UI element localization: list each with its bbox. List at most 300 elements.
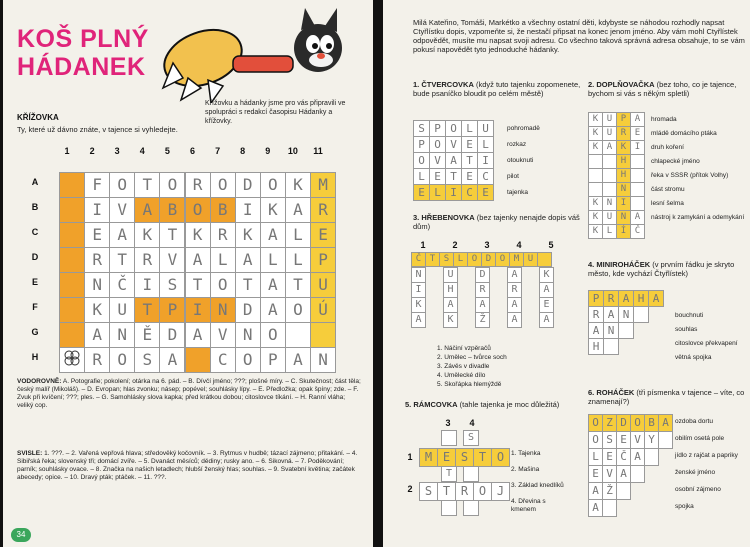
section-3-clue: 3. Závěs v divadle [437, 363, 490, 370]
section-2-clue: část stromu [651, 186, 685, 193]
section-1-cell[interactable]: P [413, 136, 430, 153]
section-6-cell[interactable]: B [644, 414, 659, 432]
crossword-cell[interactable]: E [84, 222, 110, 248]
crossword-cell[interactable]: A [84, 322, 110, 348]
crossword-cell[interactable]: N [210, 297, 236, 323]
section-4-cell[interactable] [603, 338, 619, 355]
section-5-row1-cell[interactable]: E [437, 448, 456, 467]
crossword-cell[interactable]: K [134, 222, 160, 248]
section-3-cell[interactable]: K [411, 297, 426, 313]
crossword-cell[interactable]: O [109, 347, 135, 373]
section-5-text: (tahle tajenka je moc důležitá) [459, 400, 560, 409]
crossword-cell[interactable]: A [235, 247, 261, 273]
crossword-cell[interactable]: S [134, 347, 160, 373]
section-3-cell[interactable]: A [539, 312, 554, 328]
section-6-cell[interactable]: E [588, 465, 603, 483]
crossword-cell[interactable]: I [134, 272, 160, 298]
section-1-cell[interactable]: T [461, 152, 478, 169]
title-line-2: HÁDANEK [17, 53, 146, 81]
section-3-top-cell[interactable]: M [509, 252, 524, 267]
crossword-cell[interactable]: L [260, 247, 286, 273]
crossword-cell[interactable] [59, 197, 85, 223]
crossword-cell[interactable]: T [159, 222, 185, 248]
section-2-cell[interactable]: U [602, 210, 617, 225]
clover-icon [63, 349, 81, 367]
section-2-cell[interactable]: K [588, 140, 603, 155]
section-2-cell[interactable]: I [630, 140, 645, 155]
crossword-cell[interactable]: P [159, 297, 185, 323]
section-2-cell[interactable]: U [602, 112, 617, 127]
crossword-cell[interactable]: L [285, 222, 311, 248]
section-2-text: (bez toho, co je tajence, bychom si vás s někým spletli) [588, 80, 737, 98]
crossword-cell[interactable]: O [260, 322, 286, 348]
section-6-cell[interactable] [616, 482, 631, 500]
section-5-cell[interactable] [463, 500, 479, 516]
section-3-cell[interactable]: H [443, 282, 458, 298]
section-5-cell[interactable] [441, 500, 457, 516]
section-3-top-cell[interactable]: S [439, 252, 454, 267]
crossword-cell[interactable]: R [84, 347, 110, 373]
section-5-column-number: 3 [445, 418, 451, 428]
section-1-header [413, 80, 583, 98]
section-6-cell[interactable]: A [616, 465, 631, 483]
section-3-cell[interactable]: A [539, 282, 554, 298]
section-1-cell[interactable]: E [461, 168, 478, 185]
crossword-cell[interactable]: U [310, 272, 336, 298]
crossword-cell[interactable]: I [84, 197, 110, 223]
crossword-cell[interactable]: R [210, 222, 236, 248]
section-5-row1-cell[interactable]: O [491, 448, 510, 467]
section-1-cell[interactable]: I [477, 152, 494, 169]
crossword-cell[interactable]: Ú [310, 297, 336, 323]
section-3-header [413, 213, 583, 231]
section-4-cell[interactable] [633, 306, 649, 323]
section-6-clue: obilím osetá pole [675, 435, 725, 442]
section-1-clue: tajenka [507, 189, 528, 196]
section-3-top-cell[interactable]: O [495, 252, 510, 267]
section-1-clue: pilot [507, 173, 519, 180]
section-2-cell[interactable] [602, 168, 617, 183]
section-1-cell[interactable]: L [429, 184, 446, 201]
crossword-cell[interactable]: A [260, 297, 286, 323]
section-3-cell[interactable]: R [475, 282, 490, 298]
section-2-cell[interactable]: Č [630, 224, 645, 239]
section-6-cell[interactable]: Y [644, 431, 659, 449]
section-4-number: 4. [588, 260, 595, 269]
right-page [383, 0, 750, 547]
section-6-cell[interactable]: E [602, 448, 617, 466]
section-6-cell[interactable]: V [602, 465, 617, 483]
crossword-cell[interactable]: P [310, 247, 336, 273]
horizontal-label: VODOROVNĚ: [17, 378, 62, 385]
section-4-cell[interactable]: R [603, 290, 619, 307]
left-page [3, 0, 373, 547]
section-3-top-cell[interactable] [537, 252, 552, 267]
crossword-cell[interactable]: T [285, 272, 311, 298]
section-3-column-number: 2 [452, 240, 458, 250]
crossword-cell[interactable]: T [185, 272, 211, 298]
section-5-row1-cell[interactable]: T [473, 448, 492, 467]
crossword-cell[interactable] [59, 272, 85, 298]
section-6-cell[interactable]: A [630, 448, 645, 466]
section-6-cell[interactable]: S [602, 431, 617, 449]
section-6-cell[interactable] [602, 499, 617, 517]
crossword-cell[interactable]: V [109, 197, 135, 223]
column-number: 9 [265, 146, 271, 156]
section-1-cell[interactable]: O [429, 136, 446, 153]
section-3-top-cell[interactable]: O [467, 252, 482, 267]
section-4-clue: bouchnuti [675, 312, 704, 319]
section-1-cell[interactable]: V [445, 136, 462, 153]
crossword-cell[interactable]: A [260, 272, 286, 298]
section-1-cell[interactable]: E [413, 184, 430, 201]
section-2-cell[interactable] [588, 182, 603, 197]
crossword-cell[interactable]: O [260, 172, 286, 198]
section-1-cell[interactable]: O [445, 120, 462, 137]
section-3-cell[interactable]: K [539, 267, 554, 283]
section-5-row2-cell[interactable]: T [437, 482, 456, 501]
crossword-cell[interactable]: O [285, 297, 311, 323]
section-6-cell[interactable]: A [658, 414, 673, 432]
crossword-cell[interactable]: Č [109, 272, 135, 298]
section-3-top-cell[interactable]: T [425, 252, 440, 267]
krizovka-heading: KŘÍŽOVKA [17, 113, 59, 122]
section-2-cell[interactable] [630, 154, 645, 169]
cat-illustration [153, 8, 353, 103]
section-4-header [588, 260, 748, 278]
crossword-cell[interactable]: O [185, 197, 211, 223]
crossword-cell[interactable]: D [235, 297, 261, 323]
section-1-cell[interactable]: L [413, 168, 430, 185]
section-2-clue: hromada [651, 116, 677, 123]
section-1-clue: pohromadě [507, 125, 540, 132]
section-3-clue: 1. Náčiní vzpěračů [437, 345, 491, 352]
crossword-cell[interactable]: A [285, 197, 311, 223]
section-3-title: HŘEBENOVKA [421, 213, 475, 222]
section-5-row-number: 2 [407, 484, 413, 494]
column-number: 1 [64, 146, 70, 156]
section-1-cell[interactable]: E [429, 168, 446, 185]
crossword-cell[interactable]: N [84, 272, 110, 298]
section-3-top-cell[interactable]: Č [411, 252, 426, 267]
section-3-cell[interactable]: R [507, 282, 522, 298]
column-number: 8 [240, 146, 246, 156]
section-3-clue: 4. Umělecké dílo [437, 372, 486, 379]
crossword-cell[interactable]: R [185, 172, 211, 198]
section-2-cell[interactable]: N [616, 182, 631, 197]
section-2-cell[interactable] [630, 168, 645, 183]
section-2-cell[interactable]: H [616, 154, 631, 169]
section-6-cell[interactable]: E [616, 431, 631, 449]
crossword-cell[interactable]: K [235, 222, 261, 248]
section-3-cell[interactable]: A [411, 312, 426, 328]
crossword-cell[interactable]: D [159, 322, 185, 348]
section-4-cell[interactable]: N [618, 306, 634, 323]
section-1-cell[interactable]: E [461, 136, 478, 153]
right-intro: Milá Kateřino, Tomáši, Markétko a všechny ostatní děti, kdybyste se náhodou rozhodly napsat Ctyřlístku dopis, vzpomeňte si, že nestačí připsat na konec jenom jméno. Aby vám mohl Ctyřlístek odpovědět, musíte mu napsat svoji adresu. Co všechno taková správná adresa obsahuje, to se vám pokusí napovědět tyto jednoduché hádanky. [413, 18, 745, 54]
section-3-cell[interactable]: A [507, 297, 522, 313]
section-1-cell[interactable]: V [429, 152, 446, 169]
section-6-cell[interactable]: V [630, 431, 645, 449]
row-letter: H [31, 352, 39, 362]
krizovka-subtitle: Ty, které už dávno znáte, v tajence si vyhledejte. [17, 125, 178, 134]
crossword-cell[interactable]: S [159, 272, 185, 298]
section-2-cell[interactable]: I [616, 196, 631, 211]
vertical-label: SVISLE: [17, 450, 43, 457]
intro-text: Křížovku a hádanky jsme pro vás připravili ve spolupráci s redakcí časopisu Hádanky a křížovky. [205, 100, 346, 125]
section-5-cell[interactable]: S [463, 430, 479, 446]
section-1-cell[interactable]: E [477, 184, 494, 201]
section-3-cell[interactable]: Ž [475, 312, 490, 328]
section-6-cell[interactable]: Z [602, 414, 617, 432]
section-5-row1-cell[interactable]: S [455, 448, 474, 467]
section-2-cell[interactable]: A [630, 210, 645, 225]
section-5-row2-cell[interactable]: J [491, 482, 510, 501]
section-6-cell[interactable] [630, 465, 645, 483]
section-2-cell[interactable] [588, 154, 603, 169]
crossword-cell[interactable]: A [285, 347, 311, 373]
section-6-cell[interactable]: A [588, 499, 603, 517]
section-1-cell[interactable]: I [445, 184, 462, 201]
section-1-cell[interactable]: C [477, 168, 494, 185]
section-1-number: 1. [413, 80, 420, 89]
row-letter: B [31, 202, 39, 212]
section-6-cell[interactable]: L [588, 448, 603, 466]
crossword-cell[interactable] [59, 172, 85, 198]
section-4-cell[interactable]: N [603, 322, 619, 339]
section-4-cell[interactable]: H [588, 338, 604, 355]
section-2-cell[interactable] [630, 182, 645, 197]
section-6-cell[interactable]: A [588, 482, 603, 500]
crossword-cell[interactable]: B [159, 197, 185, 223]
section-2-cell[interactable] [602, 154, 617, 169]
section-1-cell[interactable]: T [445, 168, 462, 185]
section-6-cell[interactable] [644, 448, 659, 466]
section-1-cell[interactable]: L [461, 120, 478, 137]
crossword-cell[interactable] [59, 322, 85, 348]
section-1-cell[interactable]: L [477, 136, 494, 153]
crossword-cell[interactable]: L [210, 247, 236, 273]
section-3-cell[interactable]: U [443, 267, 458, 283]
section-6-cell[interactable]: O [588, 431, 603, 449]
vertical-clues: 1. ???. – 2. Vařená vepřová hlava; středověký kočovník. – 3. Rytmus v hudbě; tázací zájmeno; přitakání. – 4. Sibiřská řeka; slovenský tři; domácí zvíře. – 5. Dvanáct měsíců; dědiny; rusky ano. – 6. Sikovná. – 7. Poděkování; parník; souhlásky ovace. – 8. Značka na našich letadlech; hlubší ženský hlas; souhlas. – 9. Svatební květina; začátek abecedy; opice. – 10. Dravý pták; ptáček. – 11. ???. [17, 450, 358, 481]
section-1-cell[interactable]: O [413, 152, 430, 169]
crossword-cell[interactable] [59, 222, 85, 248]
section-2-cell[interactable]: P [616, 112, 631, 127]
section-3-cell[interactable]: A [443, 297, 458, 313]
section-2-title: DOPLŇOVAČKA [596, 80, 655, 89]
crossword-cell[interactable]: A [260, 222, 286, 248]
crossword-cell[interactable]: M [310, 172, 336, 198]
crossword-cell[interactable]: N [109, 322, 135, 348]
section-2-cell[interactable]: Í [616, 224, 631, 239]
column-number: 5 [164, 146, 170, 156]
section-3-top-cell[interactable]: U [523, 252, 538, 267]
crossword-cell[interactable]: I [235, 197, 261, 223]
section-3-column-number: 1 [420, 240, 426, 250]
section-5-row1-cell[interactable]: M [419, 448, 438, 467]
row-letter: A [31, 177, 39, 187]
section-4-cell[interactable]: P [588, 290, 604, 307]
crossword-cell[interactable]: O [210, 272, 236, 298]
crossword-cell[interactable]: K [185, 222, 211, 248]
crossword-cell[interactable]: O [210, 172, 236, 198]
section-5-cell[interactable]: T [441, 466, 457, 482]
section-2-cell[interactable] [630, 196, 645, 211]
section-3-cell[interactable]: N [411, 267, 426, 283]
crossword-cell[interactable]: A [185, 247, 211, 273]
section-6-cell[interactable] [658, 431, 673, 449]
section-2-cell[interactable]: A [602, 140, 617, 155]
crossword-cell[interactable]: T [109, 247, 135, 273]
section-2-cell[interactable]: E [630, 126, 645, 141]
section-2-cell[interactable]: N [602, 196, 617, 211]
crossword-cell[interactable]: P [260, 347, 286, 373]
section-2-number: 2. [588, 80, 595, 89]
section-2-cell[interactable]: K [588, 210, 603, 225]
section-1-title: ČTVERCOVKA [421, 80, 474, 89]
section-4-cell[interactable]: A [588, 322, 604, 339]
crossword-cell[interactable]: O [235, 347, 261, 373]
crossword-cell[interactable]: I [185, 297, 211, 323]
section-6-clue: ženské jméno [675, 469, 716, 476]
section-3-column-number: 5 [548, 240, 554, 250]
section-4-cell[interactable]: A [648, 290, 664, 307]
crossword-cell[interactable]: F [84, 172, 110, 198]
section-1-cell[interactable]: A [445, 152, 462, 169]
crossword-cell[interactable]: O [109, 172, 135, 198]
row-letter: G [31, 327, 39, 337]
section-3-cell[interactable]: A [507, 312, 522, 328]
section-3-cell[interactable]: I [411, 282, 426, 298]
section-2-cell[interactable]: K [588, 224, 603, 239]
section-4-cell[interactable]: H [633, 290, 649, 307]
section-3-cell[interactable]: E [539, 297, 554, 313]
row-letter: F [32, 302, 38, 312]
crossword-cell[interactable] [310, 322, 336, 348]
section-3-number: 3. [413, 213, 420, 222]
crossword-cell[interactable]: A [134, 197, 160, 223]
crossword-cell[interactable]: V [159, 247, 185, 273]
crossword-cell[interactable]: K [285, 172, 311, 198]
crossword-cell[interactable]: B [210, 197, 236, 223]
crossword-cell[interactable]: Ě [134, 322, 160, 348]
crossword-cell[interactable]: O [159, 172, 185, 198]
crossword-cell[interactable] [185, 347, 211, 373]
section-4-cell[interactable] [618, 322, 634, 339]
crossword-cell[interactable]: R [134, 247, 160, 273]
section-6-cell[interactable]: O [630, 414, 645, 432]
section-5-row2-cell[interactable]: R [455, 482, 474, 501]
section-5-row-number: 1 [407, 452, 413, 462]
section-2-cell[interactable]: K [588, 126, 603, 141]
crossword-cell[interactable]: A [185, 322, 211, 348]
column-number: 11 [313, 146, 323, 156]
section-1-clue: rozkaz [507, 141, 527, 148]
section-2-clue: druh koření [651, 144, 684, 151]
crossword-cell[interactable]: R [310, 197, 336, 223]
section-1-cell[interactable]: S [413, 120, 430, 137]
section-5-column-number: 4 [469, 418, 475, 428]
section-3-cell[interactable]: A [507, 267, 522, 283]
crossword-cell[interactable]: L [285, 247, 311, 273]
section-5-cell[interactable] [441, 430, 457, 446]
section-6-cell[interactable]: Č [616, 448, 631, 466]
section-4-clue: větná spojka [675, 354, 712, 361]
section-2-cell[interactable]: H [616, 168, 631, 183]
section-1-cell[interactable]: U [477, 120, 494, 137]
crossword-cell[interactable]: A [109, 222, 135, 248]
section-2-cell[interactable]: R [616, 126, 631, 141]
section-5-cell[interactable] [463, 466, 479, 482]
section-3-top-cell[interactable]: L [453, 252, 468, 267]
crossword-cell[interactable] [59, 297, 85, 323]
section-1-cell[interactable]: P [429, 120, 446, 137]
section-5-clue: 3. Základ knedlíků [511, 482, 564, 489]
crossword-cell[interactable]: N [310, 347, 336, 373]
section-3-cell[interactable]: D [475, 267, 490, 283]
section-3-cell[interactable]: A [475, 297, 490, 313]
section-6-cell[interactable]: Ž [602, 482, 617, 500]
section-2-cell[interactable]: K [588, 112, 603, 127]
section-5-row2-cell[interactable]: S [419, 482, 438, 501]
crossword-cell[interactable]: D [235, 172, 261, 198]
section-2-cell[interactable] [588, 168, 603, 183]
crossword-cell[interactable]: K [260, 197, 286, 223]
crossword-cell[interactable] [285, 322, 311, 348]
crossword-cell[interactable]: C [210, 347, 236, 373]
crossword-cell[interactable]: V [210, 322, 236, 348]
section-5-header [405, 400, 570, 409]
section-2-cell[interactable] [602, 182, 617, 197]
crossword-cell[interactable]: R [84, 247, 110, 273]
column-number: 2 [89, 146, 95, 156]
section-2-cell[interactable]: K [588, 196, 603, 211]
section-2-cell[interactable]: N [616, 210, 631, 225]
section-2-cell[interactable]: L [602, 224, 617, 239]
section-3-column-number: 3 [484, 240, 490, 250]
horizontal-clues: A. Potografie; pokolení; otárka na 6. pád. – B. Dívčí jméno; ???; plošné míry. – C. Skutečnost; část těla; český malíř (Mikoláš). – D. Evropan; hlas zvonku; násep; popével; souhlásky lípy. – E. Předložka; opak špíny; zde. – F. Zvuk při kvíčení; ???; ples. – G. Samohlásky slova kapka; před krátkou dobou; citoslovce tíkání. – H. Ranní vláha; veliký cop. [17, 378, 361, 409]
crossword-cell[interactable] [59, 247, 85, 273]
section-6-text: (tři písmenka v tajence – víte, co znamenají?) [588, 388, 745, 406]
crossword-cell[interactable]: N [235, 322, 261, 348]
section-4-cell[interactable]: A [618, 290, 634, 307]
crossword-cell[interactable]: T [134, 297, 160, 323]
crossword-cell[interactable]: K [84, 297, 110, 323]
crossword-cell[interactable]: A [159, 347, 185, 373]
section-3-top-cell[interactable]: D [481, 252, 496, 267]
section-6-cell[interactable]: D [616, 414, 631, 432]
crossword-cell[interactable]: T [235, 272, 261, 298]
crossword-cell[interactable]: U [109, 297, 135, 323]
section-4-cell[interactable]: R [588, 306, 604, 323]
section-2-clue: chlapecké jméno [651, 158, 700, 165]
crossword-cell[interactable]: E [310, 222, 336, 248]
section-3-cell[interactable]: K [443, 312, 458, 328]
section-3-text: (bez tajenky nenajde dopis váš dům) [413, 213, 580, 231]
section-2-cell[interactable]: K [616, 140, 631, 155]
section-4-cell[interactable]: A [603, 306, 619, 323]
crossword-cell[interactable]: T [134, 172, 160, 198]
column-number: 7 [215, 146, 221, 156]
section-3-column-number: 4 [516, 240, 522, 250]
section-2-cell[interactable]: A [630, 112, 645, 127]
section-5-row2-cell[interactable]: O [473, 482, 492, 501]
section-2-cell[interactable]: U [602, 126, 617, 141]
section-1-cell[interactable]: C [461, 184, 478, 201]
section-2-clue: řeka v SSSR (přítok Volhy) [651, 172, 729, 179]
section-6-cell[interactable]: O [588, 414, 603, 432]
